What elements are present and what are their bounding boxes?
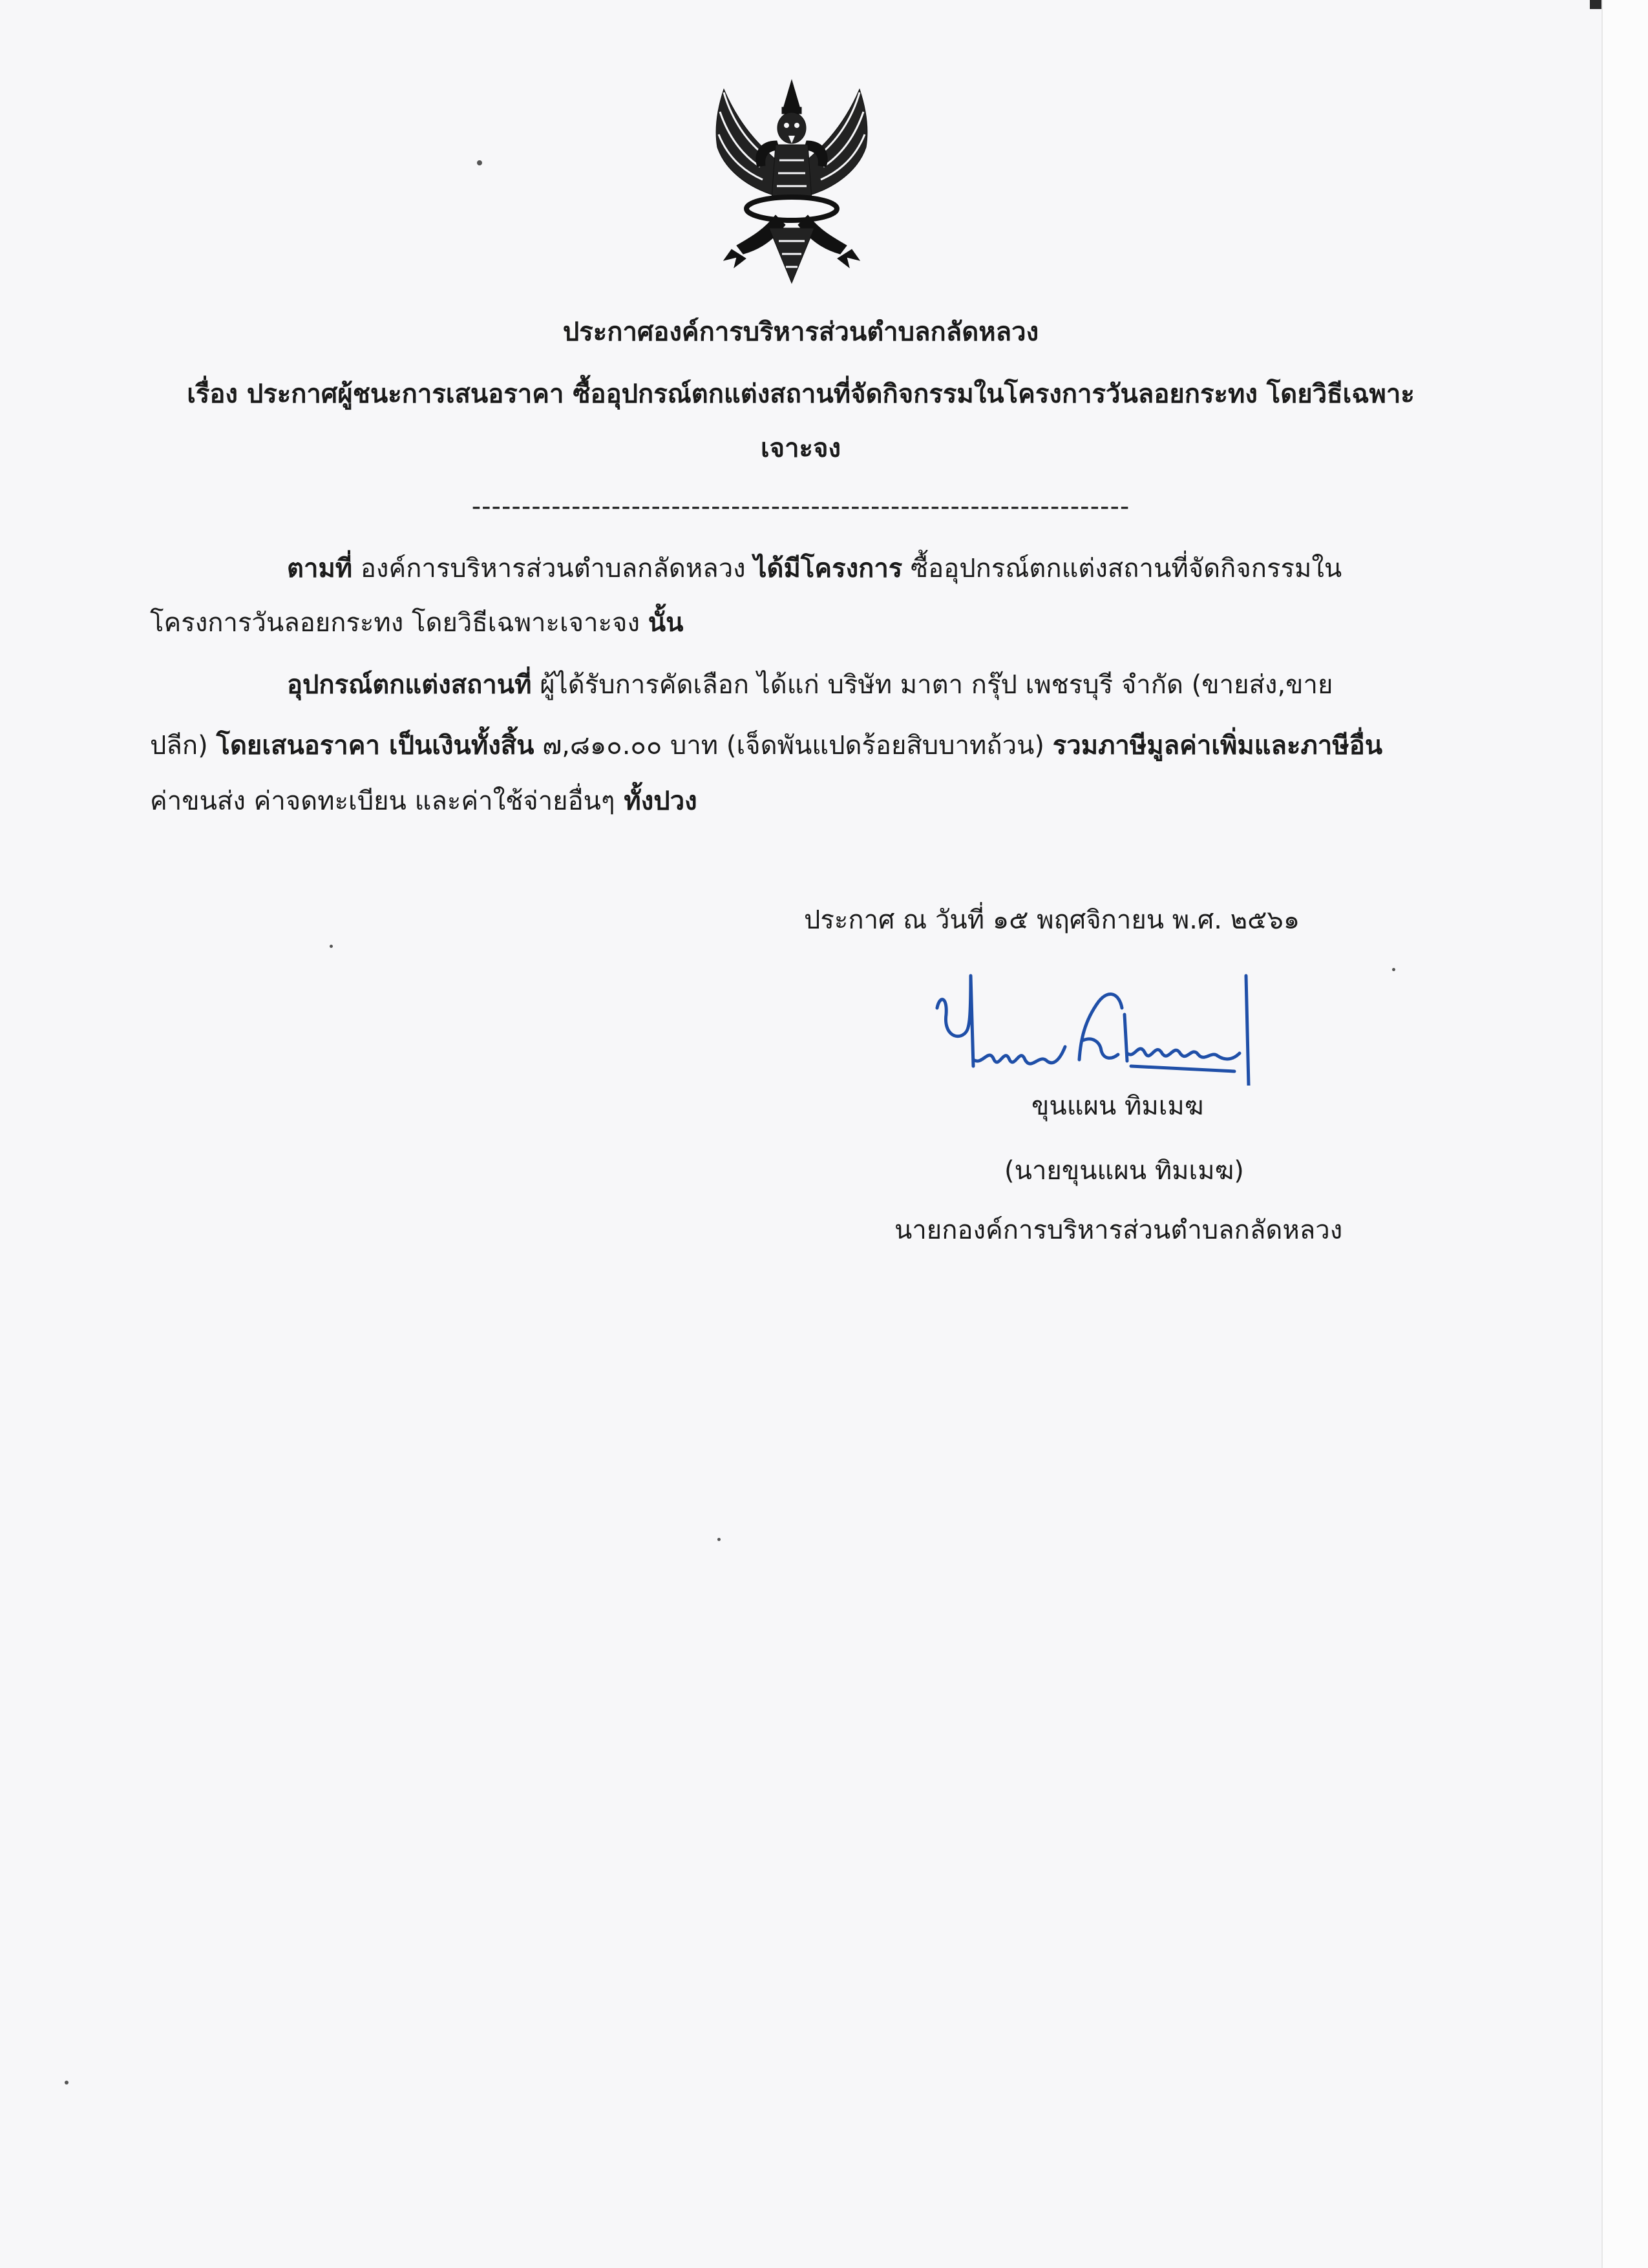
paragraph1-line1: [287, 551, 1342, 587]
scan-speck: [477, 160, 482, 165]
paragraph2-costs: ค่าขนส่ง ค่าจดทะเบียน และค่าใช้จ่ายอื่นๆ: [150, 786, 615, 816]
handwritten-signature: [931, 969, 1305, 1086]
paragraph2-tax: รวมภาษีมูลค่าเพิ่มและภาษีอื่น: [1052, 731, 1383, 761]
subject-text: ซื้ออุปกรณ์ตกแต่งสถานที่จัดกิจกรรมในโครงการวันลอยกระทง โดยวิธีเฉพาะ: [564, 379, 1415, 409]
paragraph1-project: ซื้ออุปกรณ์ตกแต่งสถานที่จัดกิจกรรมใน: [902, 554, 1342, 583]
scan-speck: [1392, 968, 1395, 971]
scan-speck: [717, 1538, 721, 1541]
paragraph2-line2: [150, 728, 1382, 764]
document-title: ประกาศองค์การบริหารส่วนตำบลกลัดหลวง: [562, 317, 1039, 347]
paragraph1-org: องค์การบริหารส่วนตำบลกลัดหลวง: [352, 554, 754, 583]
paragraph2-winner: ผู้ได้รับการคัดเลือก ได้แก่ บริษัท มาตา กรุ๊ป เพชรบุรี จำกัด (ขายส่ง,ขาย: [531, 670, 1333, 700]
paragraph1-end: นั้น: [648, 608, 684, 638]
paragraph2-price-label: โดยเสนอราคา เป็นเงินทั้งสิ้น: [216, 731, 534, 761]
signer-name: ขุนแผน ทิมเมฆ: [1031, 1091, 1204, 1121]
paragraph1-lead: ตามที่: [287, 554, 353, 583]
paragraph2-winner-cont: ปลีก): [150, 731, 217, 761]
paragraph1-project-label: ได้มีโครงการ: [754, 554, 903, 583]
paragraph2-line3: [150, 783, 697, 819]
signer-full-name: (นายขุนแผน ทิมเมฆ): [1004, 1156, 1244, 1186]
subject-label: เรื่อง ประกาศผู้ชนะการเสนอราคา: [187, 379, 564, 409]
separator-line: ------------------------------------------------------------------: [471, 492, 1130, 521]
signer-position: นายกองค์การบริหารส่วนตำบลกลัดหลวง: [894, 1215, 1343, 1245]
paragraph1-method: โครงการวันลอยกระทง โดยวิธีเฉพาะเจาะจง: [150, 608, 648, 638]
paragraph2-all: ทั้งปวง: [615, 786, 697, 816]
garuda-emblem: [698, 76, 885, 289]
scan-margin: [1601, 0, 1648, 2268]
subject-line: [0, 376, 1601, 412]
announce-date: ประกาศ ณ วันที่ ๑๕ พฤศจิกายน พ.ศ. ๒๕๖๑: [804, 905, 1300, 935]
paragraph2-price: ๗,๘๑๐.๐๐ บาท (เจ็ดพันแปดร้อยสิบบาทถ้วน): [534, 731, 1053, 761]
paragraph2-item: อุปกรณ์ตกแต่งสถานที่: [287, 670, 532, 700]
paragraph1-line2: [150, 605, 683, 641]
scan-speck: [65, 2081, 69, 2084]
paragraph2-line1: [287, 667, 1333, 703]
subject-line-continued: เจาะจง: [760, 434, 841, 463]
scan-speck: [330, 945, 333, 948]
